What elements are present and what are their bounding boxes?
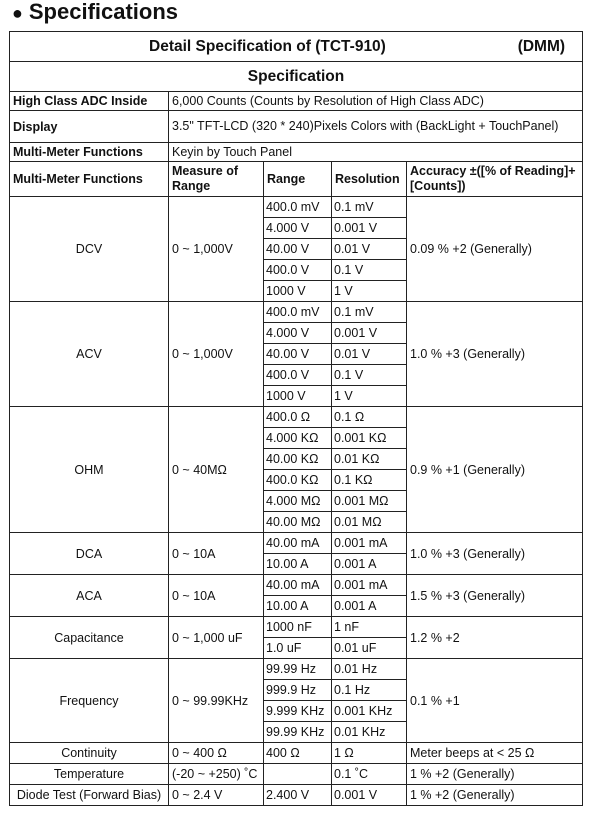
header-accuracy: Accuracy ±([% of Reading]+[Counts]) [407,162,583,197]
range-value: 1000 V [264,281,332,302]
measure-range: 0 ~ 1,000V [169,302,264,407]
table-title-suffix: (DMM) [517,37,566,55]
resolution-value: 0.01 V [332,344,407,365]
resolution-value: 0.1 KΩ [332,470,407,491]
range-value: 99.99 KHz [264,722,332,743]
section-heading-text: Specifications [28,0,179,24]
range-value: 2.400 V [264,785,332,806]
accuracy-value: 0.09 % +2 (Generally) [407,197,583,302]
info-label: Multi-Meter Functions [10,143,169,162]
measure-range: 0 ~ 10A [169,533,264,575]
range-value: 40.00 MΩ [264,512,332,533]
range-value: 400.0 mV [264,302,332,323]
resolution-value: 0.01 KHz [332,722,407,743]
function-name: DCV [10,197,169,302]
header-function: Multi-Meter Functions [10,162,169,197]
measure-range: 0 ~ 10A [169,575,264,617]
resolution-value: 0.01 MΩ [332,512,407,533]
range-value [264,764,332,785]
range-value: 9.999 KHz [264,701,332,722]
table-row [10,764,583,785]
resolution-value: 0.1 Ω [332,407,407,428]
accuracy-value: 1.0 % +3 (Generally) [407,302,583,407]
resolution-value: 0.001 mA [332,533,407,554]
function-name: OHM [10,407,169,533]
resolution-value: 0.01 Hz [332,659,407,680]
measure-range: 0 ~ 40MΩ [169,407,264,533]
range-value: 40.00 V [264,239,332,260]
accuracy-value: 1.0 % +3 (Generally) [407,533,583,575]
resolution-value: 0.1 Hz [332,680,407,701]
resolution-value: 0.1 ˚C [332,764,407,785]
range-value: 40.00 KΩ [264,449,332,470]
accuracy-value: 1 % +2 (Generally) [407,785,583,806]
range-value: 4.000 KΩ [264,428,332,449]
function-name: Continuity [10,743,169,764]
function-name: ACV [10,302,169,407]
info-value: 6,000 Counts (Counts by Resolution of High Class ADC) [169,92,583,111]
resolution-value: 0.001 KΩ [332,428,407,449]
function-name: Frequency [10,659,169,743]
function-name: DCA [10,533,169,575]
resolution-value: 1 Ω [332,743,407,764]
range-value: 4.000 MΩ [264,491,332,512]
accuracy-value: 1.2 % +2 [407,617,583,659]
range-value: 1000 V [264,386,332,407]
range-value: 40.00 V [264,344,332,365]
bullet-icon: ● [12,3,23,23]
resolution-value: 0.01 V [332,239,407,260]
resolution-value: 0.001 mA [332,575,407,596]
resolution-value: 0.1 mV [332,302,407,323]
range-value: 400 Ω [264,743,332,764]
info-label: Display [10,111,169,143]
function-name: Diode Test (Forward Bias) [10,785,169,806]
accuracy-value: Meter beeps at < 25 Ω [407,743,583,764]
info-value: 3.5" TFT-LCD (320 * 240)Pixels Colors with (BackLight + TouchPanel) [169,111,583,143]
header-resolution: Resolution [332,162,407,197]
specification-table [9,31,583,806]
resolution-value: 0.01 KΩ [332,449,407,470]
table-row [10,617,583,638]
table-title: Detail Specification of (TCT-910) [149,37,386,55]
resolution-value: 0.1 V [332,365,407,386]
function-name: Capacitance [10,617,169,659]
measure-range: (-20 ~ +250) ˚C [169,764,264,785]
range-value: 40.00 mA [264,575,332,596]
section-heading [12,0,178,24]
accuracy-value: 0.9 % +1 (Generally) [407,407,583,533]
range-value: 400.0 V [264,365,332,386]
resolution-value: 0.1 V [332,260,407,281]
table-row [10,302,583,323]
resolution-value: 0.1 mV [332,197,407,218]
resolution-value: 0.001 A [332,554,407,575]
range-value: 10.00 A [264,596,332,617]
info-row-display [10,111,583,143]
table-subtitle-row [10,62,583,92]
table-row [10,533,583,554]
resolution-value: 0.001 V [332,218,407,239]
measure-range: 0 ~ 400 Ω [169,743,264,764]
resolution-value: 0.001 V [332,785,407,806]
range-value: 99.99 Hz [264,659,332,680]
range-value: 40.00 mA [264,533,332,554]
range-value: 10.00 A [264,554,332,575]
accuracy-value: 1.5 % +3 (Generally) [407,575,583,617]
table-row [10,197,583,218]
resolution-value: 0.001 V [332,323,407,344]
range-value: 4.000 V [264,323,332,344]
info-label: High Class ADC Inside [10,92,169,111]
function-name: Temperature [10,764,169,785]
table-row [10,743,583,764]
table-subtitle: Specification [10,62,583,92]
measure-range: 0 ~ 1,000 uF [169,617,264,659]
measure-range: 0 ~ 1,000V [169,197,264,302]
info-value: Keyin by Touch Panel [169,143,583,162]
range-value: 4.000 V [264,218,332,239]
measure-range: 0 ~ 99.99KHz [169,659,264,743]
range-value: 999.9 Hz [264,680,332,701]
header-range: Range [264,162,332,197]
resolution-value: 1 nF [332,617,407,638]
range-value: 400.0 KΩ [264,470,332,491]
info-row-adc [10,92,583,111]
range-value: 400.0 Ω [264,407,332,428]
accuracy-value: 0.1 % +1 [407,659,583,743]
measure-range: 0 ~ 2.4 V [169,785,264,806]
header-measure-range: Measure of Range [169,162,264,197]
range-value: 400.0 mV [264,197,332,218]
range-value: 400.0 V [264,260,332,281]
resolution-value: 1 V [332,281,407,302]
resolution-value: 0.001 MΩ [332,491,407,512]
range-value: 1000 nF [264,617,332,638]
resolution-value: 0.001 KHz [332,701,407,722]
range-value: 1.0 uF [264,638,332,659]
table-title-cell [10,32,583,62]
resolution-value: 0.01 uF [332,638,407,659]
column-header-row [10,162,583,197]
table-title-row [10,32,583,62]
function-name: ACA [10,575,169,617]
resolution-value: 0.001 A [332,596,407,617]
resolution-value: 1 V [332,386,407,407]
table-row [10,659,583,680]
table-row [10,407,583,428]
table-row [10,785,583,806]
accuracy-value: 1 % +2 (Generally) [407,764,583,785]
table-row [10,575,583,596]
info-row-functions [10,143,583,162]
